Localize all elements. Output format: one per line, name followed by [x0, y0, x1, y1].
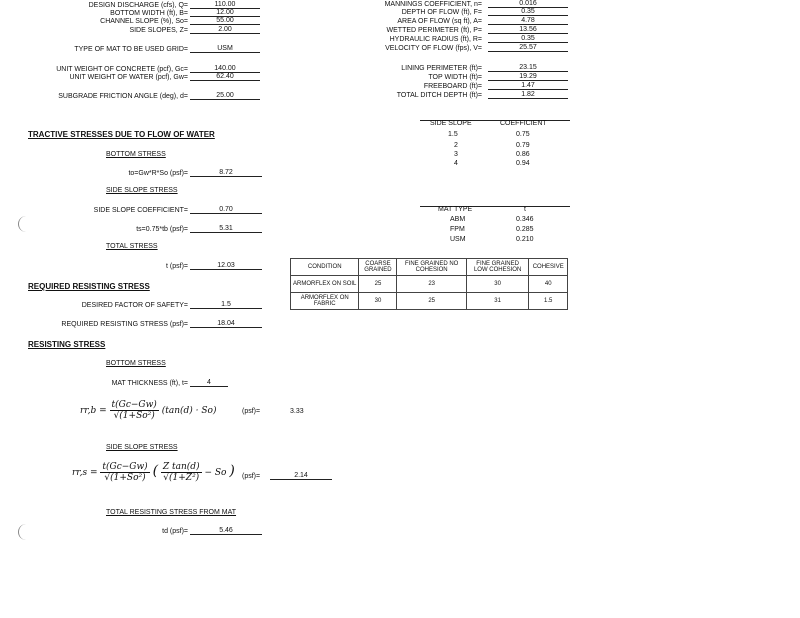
result-label: LINING PERIMETER (ft)=	[401, 65, 482, 72]
input-label: UNIT WEIGHT OF WATER (pcf), Gw=	[69, 74, 188, 81]
mat-thickness-value[interactable]: 4	[190, 379, 228, 387]
result-label: FREEBOARD (ft)=	[423, 83, 482, 90]
tractive-heading: TRACTIVE STRESSES DUE TO FLOW OF WATER	[28, 130, 215, 139]
input-label: DESIGN DISCHARGE (cfs), Q=	[88, 2, 188, 9]
coefficient-cell: 0.75	[516, 131, 530, 138]
formula-numerator: t(Gc−Gw)	[102, 462, 148, 472]
table-cell: 40	[529, 276, 568, 293]
mat-t-cell: 0.285	[516, 226, 534, 233]
formula-lhs: rr,s =	[72, 468, 98, 478]
formula-inner-numerator: Z tan(d)	[162, 462, 200, 472]
result-value: 25.57	[488, 44, 568, 52]
result-value: 13.56	[488, 26, 568, 34]
result-value: 19.29	[488, 73, 568, 81]
table-header-cell: CONDITION	[291, 259, 359, 276]
input-value[interactable]: 25.00	[190, 92, 260, 100]
input-label: BOTTOM WIDTH (ft), B=	[110, 10, 188, 17]
coefficient-cell: 0.94	[516, 160, 530, 167]
side-slope-coef-value: 0.70	[190, 206, 262, 214]
table-row	[291, 293, 568, 310]
side-slope-stress-value: 5.31	[190, 225, 262, 233]
total-resisting-heading: TOTAL RESISTING STRESS FROM MAT	[106, 509, 237, 516]
formula-inner-fraction	[161, 462, 202, 483]
input-label: UNIT WEIGHT OF CONCRETE (pcf), Gc=	[56, 66, 188, 73]
bottom-resisting-value: 3.33	[290, 408, 304, 415]
total-stress-heading: TOTAL STRESS	[106, 243, 158, 250]
result-label: TOP WIDTH (ft)=	[428, 74, 482, 81]
mat-t-cell: 0.210	[516, 236, 534, 243]
coefficient-cell: 0.86	[516, 151, 530, 158]
input-label: SUBGRADE FRICTION ANGLE (deg), d=	[58, 93, 188, 100]
table-cell: 23	[397, 276, 466, 293]
mat-t-col-header: t	[524, 206, 526, 213]
input-value[interactable]: 140.00	[190, 65, 260, 73]
resisting-heading: RESISTING STRESS	[28, 340, 106, 349]
mat-type-cell: ABM	[450, 216, 466, 223]
formula-lhs: rr,b =	[80, 406, 107, 416]
side-resisting-formula	[72, 462, 235, 483]
side-resisting-unit: (psf)=	[242, 473, 261, 480]
result-label: MANNINGS COEFFICIENT, n=	[384, 1, 482, 8]
margin-bracket-mark	[18, 216, 29, 232]
input-value[interactable]: 2.00	[190, 26, 260, 34]
result-value: 1.47	[488, 82, 568, 90]
formula-fraction	[110, 400, 159, 421]
result-label: HYDRAULIC RADIUS (ft), R=	[389, 36, 482, 43]
formula-tail: (tan(d) · So)	[161, 406, 217, 416]
table-row	[291, 276, 568, 293]
input-value[interactable]: 12.00	[190, 9, 260, 17]
side-slope-col-header: SIDE SLOPE	[430, 120, 472, 127]
result-value: 23.15	[488, 64, 568, 72]
side-slope-stress-label: ts=0.75*tb (psf)=	[136, 226, 188, 233]
table-cell: 1.5	[529, 293, 568, 310]
side-slope-coef-label: SIDE SLOPE COEFFICIENT=	[93, 207, 188, 214]
side-slope-cell: 2	[454, 142, 458, 149]
table-row	[291, 259, 568, 276]
formula-paren-open: (	[152, 463, 159, 479]
formula-paren-close: )	[229, 463, 235, 479]
formula-numerator: t(Gc−Gw)	[111, 400, 157, 410]
mat-t-cell: 0.346	[516, 216, 534, 223]
table-cell: 25	[359, 276, 397, 293]
bottom-resisting-unit: (psf)=	[242, 408, 261, 415]
side-slope-cell: 3	[454, 151, 458, 158]
mat-thickness-label: MAT THICKNESS (ft), t=	[111, 380, 188, 387]
table-cell: 30	[359, 293, 397, 310]
condition-table	[290, 258, 568, 310]
total-resisting-label: td (psf)=	[162, 528, 188, 535]
table-header-cell: COHESIVE	[529, 259, 568, 276]
total-stress-label: t (psf)=	[166, 263, 188, 270]
input-value[interactable]: 110.00	[190, 1, 260, 9]
resisting-bottom-heading: BOTTOM STRESS	[106, 360, 166, 367]
side-resisting-value: 2.14	[270, 472, 332, 480]
result-value: 0.35	[488, 35, 568, 43]
coefficient-cell: 0.79	[516, 142, 530, 149]
formula-denominator: √(1+So²)	[113, 411, 155, 421]
required-stress-value: 18.04	[190, 320, 262, 328]
formula-denominator: √(1+So²)	[104, 473, 146, 483]
bottom-stress-value: 8.72	[190, 169, 262, 177]
input-label: CHANNEL SLOPE (%), So=	[100, 18, 188, 25]
result-value: 1.82	[488, 91, 568, 99]
required-stress-label: REQUIRED RESISTING STRESS (psf)=	[61, 321, 188, 328]
total-resisting-value: 5.46	[190, 527, 262, 535]
table-cell: 25	[397, 293, 466, 310]
table-cell: ARMORFLEX ON FABRIC	[291, 293, 359, 310]
coefficient-col-header: COEFFICIENT	[500, 120, 547, 127]
table-header-cell: FINE GRAINED NO COHESION	[397, 259, 466, 276]
input-value[interactable]: 55.00	[190, 17, 260, 25]
margin-bracket-mark	[18, 524, 29, 540]
mat-type-cell: USM	[450, 236, 466, 243]
required-heading: REQUIRED RESISTING STRESS	[28, 282, 150, 291]
side-slope-cell: 4	[454, 160, 458, 167]
table-cell: ARMORFLEX ON SOIL	[291, 276, 359, 293]
input-value[interactable]: 62.40	[190, 73, 260, 81]
table-cell: 31	[466, 293, 529, 310]
result-label: AREA OF FLOW (sq ft), A=	[397, 18, 482, 25]
result-value: 0.35	[488, 8, 568, 16]
table-header-cell: COARSE GRAINED	[359, 259, 397, 276]
bottom-stress-heading: BOTTOM STRESS	[106, 151, 166, 158]
table-cell: 30	[466, 276, 529, 293]
resisting-side-heading: SIDE SLOPE STRESS	[106, 444, 178, 451]
safety-factor-value[interactable]: 1.5	[190, 301, 262, 309]
result-value: 4.78	[488, 17, 568, 25]
input-value[interactable]: USM	[190, 45, 260, 53]
result-label: VELOCITY OF FLOW (fps), V=	[385, 45, 482, 52]
result-label: WETTED PERIMETER (ft), P=	[386, 27, 482, 34]
mat-type-cell: FPM	[450, 226, 465, 233]
formula-tail: − So	[204, 468, 227, 478]
input-label: TYPE OF MAT TO BE USED GRID=	[74, 46, 188, 53]
formula-fraction	[100, 462, 149, 483]
mat-type-col-header: MAT TYPE	[438, 206, 473, 213]
safety-factor-label: DESIRED FACTOR OF SAFETY=	[81, 302, 188, 309]
table-header-cell: FINE GRAINED LOW COHESION	[466, 259, 529, 276]
side-slope-cell: 1.5	[448, 131, 458, 138]
result-label: DEPTH OF FLOW (ft), F=	[401, 9, 482, 16]
result-label: TOTAL DITCH DEPTH (ft)=	[396, 92, 482, 99]
total-stress-value: 12.03	[190, 262, 262, 270]
bottom-resisting-formula	[80, 400, 216, 421]
side-slope-stress-heading: SIDE SLOPE STRESS	[106, 187, 178, 194]
formula-inner-denominator: √(1+Z²)	[163, 473, 200, 483]
bottom-stress-label: to=Gw*R*So (psf)=	[128, 170, 188, 177]
result-value: 0.016	[488, 0, 568, 8]
input-label: SIDE SLOPES, Z=	[129, 27, 188, 34]
